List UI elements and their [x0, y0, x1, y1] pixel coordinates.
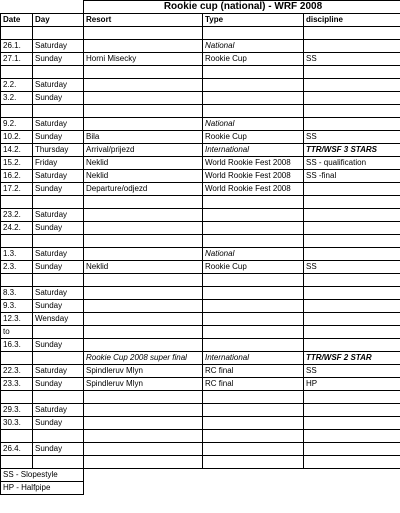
- cell-resort: Bila: [84, 131, 203, 144]
- cell-type: [203, 235, 304, 248]
- cell-date: 23.3.: [1, 378, 33, 391]
- cell-resort: Horni Misecky: [84, 53, 203, 66]
- header-type: Type: [203, 14, 304, 27]
- cell-date: 26.1.: [1, 40, 33, 53]
- cell-resort: Neklid: [84, 261, 203, 274]
- cell-date: 2.2.: [1, 79, 33, 92]
- cell-discipline: SS -final: [304, 170, 400, 183]
- table-row: [1, 53, 400, 66]
- cell-type: [203, 79, 304, 92]
- cell-resort: [84, 313, 203, 326]
- cell-day: [33, 326, 84, 339]
- cell-type: [203, 92, 304, 105]
- cell-type: [203, 209, 304, 222]
- cell-resort: [84, 209, 203, 222]
- cell-discipline: SS: [304, 131, 400, 144]
- cell-discipline: [304, 391, 400, 404]
- cell-date: 10.2.: [1, 131, 33, 144]
- cell-type: [203, 196, 304, 209]
- cell-discipline: TTR/WSF 3 STARS: [304, 144, 400, 157]
- table-row: [1, 378, 400, 391]
- cell-date: 23.2.: [1, 209, 33, 222]
- table-row: [1, 144, 400, 157]
- cell-day: Saturday: [33, 79, 84, 92]
- table-row: [1, 222, 400, 235]
- cell-resort: [84, 326, 203, 339]
- cell-date: 3.2.: [1, 92, 33, 105]
- cell-resort: [84, 456, 203, 469]
- cell-date: 26.4.: [1, 443, 33, 456]
- table-row: [1, 27, 400, 40]
- cell-day: [33, 196, 84, 209]
- cell-day: [33, 27, 84, 40]
- cell-date: 16.2.: [1, 170, 33, 183]
- table-row: [1, 274, 400, 287]
- cell-day: Sunday: [33, 261, 84, 274]
- cell-day: Saturday: [33, 209, 84, 222]
- cell-discipline: [304, 209, 400, 222]
- cell-date: 15.2.: [1, 157, 33, 170]
- cell-date: 29.3.: [1, 404, 33, 417]
- cell-day: Sunday: [33, 378, 84, 391]
- cell-day: Saturday: [33, 40, 84, 53]
- cell-type: World Rookie Fest 2008: [203, 170, 304, 183]
- cell-day: [33, 352, 84, 365]
- cell-date: [1, 235, 33, 248]
- table-row: [1, 209, 400, 222]
- table-row: [1, 66, 400, 79]
- table-row: [1, 339, 400, 352]
- table-row: [1, 313, 400, 326]
- cell-day: [33, 66, 84, 79]
- table-row: [1, 196, 400, 209]
- cell-day: Sunday: [33, 339, 84, 352]
- cell-date: [1, 274, 33, 287]
- cell-resort: [84, 391, 203, 404]
- cell-resort: [84, 79, 203, 92]
- cell-day: Sunday: [33, 300, 84, 313]
- cell-resort: Rookie Cup 2008 super final: [84, 352, 203, 365]
- table-row: [1, 235, 400, 248]
- cell-day: Sunday: [33, 443, 84, 456]
- cell-resort: Arrival/prijezd: [84, 144, 203, 157]
- cell-resort: Neklid: [84, 170, 203, 183]
- cell-day: Sunday: [33, 417, 84, 430]
- cell-type: RC final: [203, 365, 304, 378]
- cell-day: [33, 274, 84, 287]
- cell-type: [203, 456, 304, 469]
- cell-discipline: [304, 183, 400, 196]
- cell-discipline: [304, 92, 400, 105]
- cell-resort: [84, 40, 203, 53]
- header-date: Date: [1, 14, 33, 27]
- table-row: [1, 287, 400, 300]
- header-row: [1, 14, 400, 27]
- cell-resort: [84, 430, 203, 443]
- cell-discipline: [304, 443, 400, 456]
- cell-discipline: [304, 196, 400, 209]
- cell-discipline: [304, 326, 400, 339]
- cell-type: [203, 430, 304, 443]
- cell-resort: [84, 105, 203, 118]
- cell-resort: [84, 287, 203, 300]
- legend-spacer: [84, 482, 203, 495]
- cell-discipline: [304, 118, 400, 131]
- table-row: [1, 417, 400, 430]
- cell-type: [203, 66, 304, 79]
- cell-date: 16.3.: [1, 339, 33, 352]
- cell-type: [203, 300, 304, 313]
- legend-spacer: [304, 482, 400, 495]
- cell-day: Sunday: [33, 222, 84, 235]
- cell-type: [203, 287, 304, 300]
- cell-discipline: SS: [304, 261, 400, 274]
- cell-resort: Spindleruv Mlyn: [84, 365, 203, 378]
- cell-resort: [84, 404, 203, 417]
- cell-discipline: [304, 430, 400, 443]
- cell-date: [1, 456, 33, 469]
- cell-discipline: [304, 222, 400, 235]
- cell-resort: Spindleruv Mlyn: [84, 378, 203, 391]
- cell-resort: [84, 222, 203, 235]
- cell-date: [1, 27, 33, 40]
- cell-discipline: SS: [304, 365, 400, 378]
- cell-discipline: [304, 79, 400, 92]
- legend-item: HP - Halfpipe: [1, 482, 84, 495]
- table-row: [1, 261, 400, 274]
- table-row: [1, 92, 400, 105]
- sheet-title: Rookie cup (national) - WRF 2008: [84, 1, 400, 14]
- cell-date: 27.1.: [1, 53, 33, 66]
- cell-day: Saturday: [33, 118, 84, 131]
- cell-discipline: [304, 287, 400, 300]
- cell-discipline: [304, 456, 400, 469]
- cell-date: 12.3.: [1, 313, 33, 326]
- cell-day: Sunday: [33, 183, 84, 196]
- table-row: [1, 79, 400, 92]
- table-row: [1, 300, 400, 313]
- header-discipline: discipline: [304, 14, 400, 27]
- cell-type: Rookie Cup: [203, 261, 304, 274]
- cell-day: Wensday: [33, 313, 84, 326]
- cell-type: World Rookie Fest 2008: [203, 183, 304, 196]
- table-row: [1, 131, 400, 144]
- cell-date: 9.2.: [1, 118, 33, 131]
- cell-day: Sunday: [33, 131, 84, 144]
- cell-day: [33, 456, 84, 469]
- cell-date: [1, 196, 33, 209]
- table-row: [1, 456, 400, 469]
- cell-resort: Departure/odjezd: [84, 183, 203, 196]
- table-row: [1, 157, 400, 170]
- cell-type: [203, 105, 304, 118]
- table-row: [1, 326, 400, 339]
- header-day: Day: [33, 14, 84, 27]
- cell-date: 8.3.: [1, 287, 33, 300]
- cell-type: [203, 326, 304, 339]
- cell-type: [203, 391, 304, 404]
- legend-row: [1, 469, 400, 482]
- cell-day: [33, 391, 84, 404]
- cell-day: Sunday: [33, 92, 84, 105]
- cell-type: [203, 443, 304, 456]
- cell-resort: [84, 300, 203, 313]
- cell-discipline: [304, 248, 400, 261]
- header-resort: Resort: [84, 14, 203, 27]
- cell-day: Saturday: [33, 365, 84, 378]
- cell-date: 1.3.: [1, 248, 33, 261]
- cell-date: 9.3.: [1, 300, 33, 313]
- table-row: [1, 391, 400, 404]
- cell-date: [1, 391, 33, 404]
- cell-day: Friday: [33, 157, 84, 170]
- cell-discipline: [304, 417, 400, 430]
- legend-spacer: [203, 482, 304, 495]
- table-row: [1, 430, 400, 443]
- cell-resort: [84, 443, 203, 456]
- title-spacer: [33, 1, 84, 14]
- cell-day: Sunday: [33, 53, 84, 66]
- cell-discipline: [304, 235, 400, 248]
- legend-row: [1, 482, 400, 495]
- cell-date: 2.3.: [1, 261, 33, 274]
- cell-date: 22.3.: [1, 365, 33, 378]
- table-row: [1, 40, 400, 53]
- cell-date: 17.2.: [1, 183, 33, 196]
- cell-date: 30.3.: [1, 417, 33, 430]
- cell-day: [33, 235, 84, 248]
- cell-resort: [84, 417, 203, 430]
- table-row: [1, 443, 400, 456]
- cell-type: [203, 313, 304, 326]
- cell-day: [33, 105, 84, 118]
- cell-type: [203, 339, 304, 352]
- cell-resort: Neklid: [84, 157, 203, 170]
- table-row: [1, 404, 400, 417]
- cell-resort: [84, 66, 203, 79]
- cell-type: National: [203, 248, 304, 261]
- cell-discipline: SS: [304, 53, 400, 66]
- table-row: [1, 170, 400, 183]
- cell-resort: [84, 27, 203, 40]
- cell-discipline: [304, 66, 400, 79]
- cell-discipline: HP: [304, 378, 400, 391]
- cell-resort: [84, 235, 203, 248]
- cell-resort: [84, 118, 203, 131]
- cell-resort: [84, 274, 203, 287]
- cell-type: World Rookie Fest 2008: [203, 157, 304, 170]
- cell-day: Thursday: [33, 144, 84, 157]
- cell-type: National: [203, 40, 304, 53]
- cell-discipline: [304, 339, 400, 352]
- cell-type: [203, 222, 304, 235]
- legend-spacer: [304, 469, 400, 482]
- cell-discipline: [304, 404, 400, 417]
- cell-type: [203, 404, 304, 417]
- cell-date: 14.2.: [1, 144, 33, 157]
- cell-type: [203, 274, 304, 287]
- table-row: [1, 248, 400, 261]
- cell-day: Saturday: [33, 248, 84, 261]
- cell-date: [1, 430, 33, 443]
- cell-type: Rookie Cup: [203, 131, 304, 144]
- cell-date: [1, 352, 33, 365]
- cell-day: Saturday: [33, 170, 84, 183]
- cell-type: National: [203, 118, 304, 131]
- cell-discipline: [304, 300, 400, 313]
- cell-type: [203, 417, 304, 430]
- table-row: [1, 365, 400, 378]
- table-row: [1, 118, 400, 131]
- cell-type: International: [203, 144, 304, 157]
- title-row: [1, 1, 400, 14]
- cell-date: [1, 66, 33, 79]
- table-row: [1, 183, 400, 196]
- cell-resort: [84, 248, 203, 261]
- cell-day: [33, 430, 84, 443]
- cell-day: Saturday: [33, 404, 84, 417]
- cell-resort: [84, 196, 203, 209]
- cell-discipline: [304, 105, 400, 118]
- cell-resort: [84, 92, 203, 105]
- cell-type: Rookie Cup: [203, 53, 304, 66]
- cell-date: to: [1, 326, 33, 339]
- cell-date: [1, 105, 33, 118]
- cell-discipline: [304, 27, 400, 40]
- cell-discipline: SS - qualification: [304, 157, 400, 170]
- cell-discipline: [304, 274, 400, 287]
- table-row: [1, 352, 400, 365]
- cell-type: [203, 27, 304, 40]
- legend-item: SS - Slopestyle: [1, 469, 84, 482]
- cell-discipline: TTR/WSF 2 STAR: [304, 352, 400, 365]
- legend-spacer: [203, 469, 304, 482]
- cell-resort: [84, 339, 203, 352]
- cell-discipline: [304, 313, 400, 326]
- cell-type: International: [203, 352, 304, 365]
- title-spacer: [1, 1, 33, 14]
- cell-date: 24.2.: [1, 222, 33, 235]
- table-row: [1, 105, 400, 118]
- cell-discipline: [304, 40, 400, 53]
- cell-type: RC final: [203, 378, 304, 391]
- cell-day: Saturday: [33, 287, 84, 300]
- legend-spacer: [84, 469, 203, 482]
